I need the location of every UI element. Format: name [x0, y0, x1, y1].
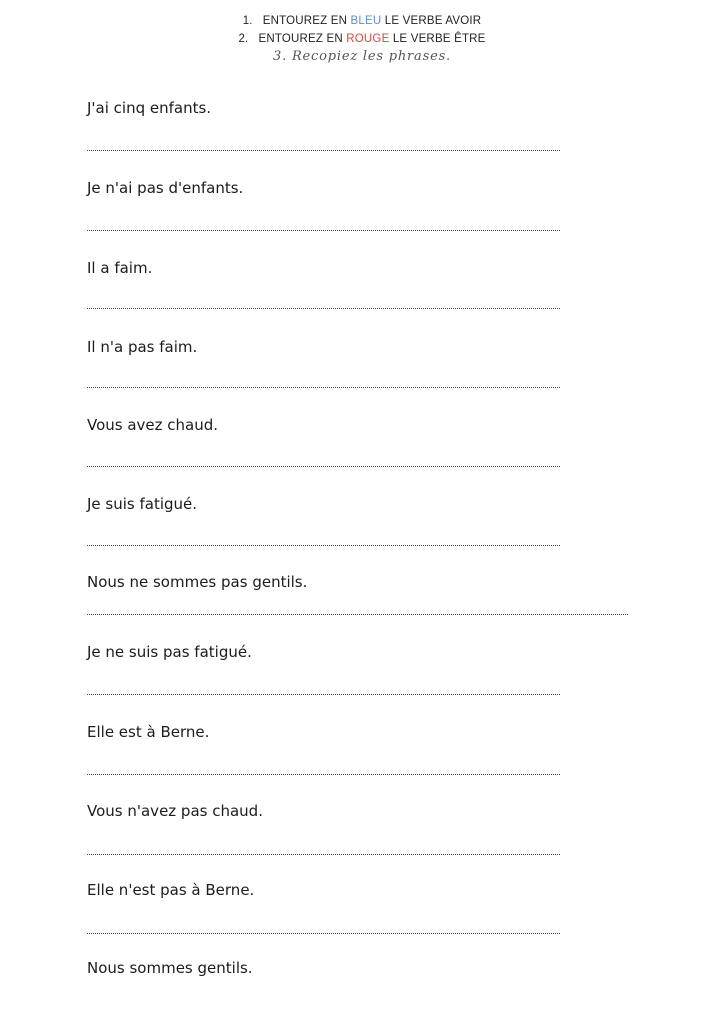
answer-line[interactable]: [87, 933, 560, 934]
exercise-row: [87, 415, 687, 435]
answer-line[interactable]: [87, 230, 560, 231]
answer-line[interactable]: [87, 854, 560, 855]
instruction-1: [0, 12, 724, 30]
answer-line[interactable]: [87, 150, 560, 151]
sentence-text: Nous ne sommes pas gentils.: [87, 573, 308, 591]
exercise-row: [87, 494, 687, 514]
sentence-text: J'ai cinq enfants.: [87, 99, 212, 117]
answer-line[interactable]: [87, 545, 560, 546]
sentence-text: Elle est à Berne.: [87, 723, 210, 741]
answer-line[interactable]: [87, 387, 560, 388]
sentence-text: Il n'a pas faim.: [87, 338, 198, 356]
exercise-row: [87, 958, 687, 978]
instruction-1-text-before: ENTOUREZ EN: [262, 15, 351, 27]
instruction-2: [0, 30, 724, 48]
sentence-text: Vous n'avez pas chaud.: [87, 802, 263, 820]
exercise-row: [87, 337, 687, 357]
instruction-1-color-word: BLEU: [350, 15, 382, 27]
exercise-row: [87, 801, 687, 821]
answer-line[interactable]: [87, 466, 560, 467]
answer-line[interactable]: [87, 614, 628, 615]
sentence-text: Vous avez chaud.: [87, 416, 219, 434]
instruction-3: 3. Recopiez les phrases.: [273, 49, 451, 64]
exercise-row: [87, 642, 687, 662]
exercise-row: [87, 880, 687, 900]
sentence-text: Nous sommes gentils.: [87, 959, 253, 977]
instruction-2-color-word: ROUGE: [346, 33, 390, 45]
answer-line[interactable]: [87, 774, 560, 775]
exercise-row: [87, 722, 687, 742]
answer-line[interactable]: [87, 694, 560, 695]
instruction-1-text-after: LE VERBE AVOIR: [381, 15, 482, 27]
instruction-2-text-after: LE VERBE ÊTRE: [389, 33, 486, 45]
answer-line[interactable]: [87, 308, 560, 309]
exercise-row: [87, 98, 687, 118]
exercise-row: [87, 258, 687, 278]
sentence-text: Je n'ai pas d'enfants.: [87, 179, 244, 197]
exercise-row: [87, 572, 687, 592]
instructions: [0, 12, 724, 67]
sentence-text: Elle n'est pas à Berne.: [87, 881, 255, 899]
exercise-row: [87, 178, 687, 198]
sentence-text: Je suis fatigué.: [87, 495, 198, 513]
instruction-1-number: 1.: [242, 15, 253, 27]
sentence-text: Il a faim.: [87, 259, 153, 277]
sentence-text: Je ne suis pas fatigué.: [87, 643, 252, 661]
instruction-2-number: 2.: [238, 33, 249, 45]
instruction-2-text-before: ENTOUREZ EN: [258, 33, 347, 45]
